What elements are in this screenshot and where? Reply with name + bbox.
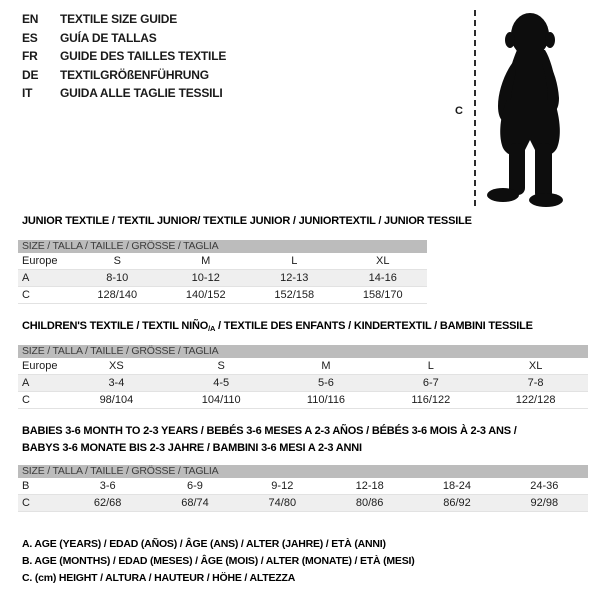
- row-label: C: [18, 495, 64, 512]
- guide-title-fr: GUIDE DES TAILLES TEXTILE: [60, 49, 227, 63]
- table-cell: 86/92: [413, 495, 500, 512]
- table-cell: 10-12: [162, 270, 251, 287]
- table-cell: 6-7: [378, 375, 483, 392]
- table-cell: 4-5: [169, 375, 274, 392]
- language-code: IT: [22, 86, 33, 100]
- language-row-en: [22, 10, 226, 29]
- table-cell: 3-4: [64, 375, 169, 392]
- babies-title-line2: BABYS 3-6 MONATE BIS 2-3 JAHRE / BAMBINI 3-6 MESI A 2-3 ANNI: [22, 442, 362, 454]
- children-section-title: [22, 320, 533, 333]
- table-cell: 18-24: [413, 478, 500, 495]
- table-row: [18, 495, 588, 512]
- children-title-pre: CHILDREN'S TEXTILE / TEXTIL NIÑO: [22, 320, 209, 332]
- legend-line-c: C. (cm) HEIGHT / ALTURA / HAUTEUR / HÖHE / ALTEZZA: [22, 571, 296, 584]
- size-header-cell: SIZE / TALLA / TAILLE / GRÖSSE / TAGLIA: [18, 240, 427, 253]
- row-label: A: [18, 375, 64, 392]
- babies-size-table: [18, 465, 588, 512]
- table-cell: 122/128: [483, 392, 588, 409]
- language-row-fr: [22, 47, 226, 66]
- table-cell: 152/158: [250, 287, 339, 304]
- table-cell: 5-6: [274, 375, 379, 392]
- table-cell: 3-6: [64, 478, 151, 495]
- table-row: [18, 392, 588, 409]
- table-cell: S: [73, 253, 162, 270]
- table-cell: M: [274, 358, 379, 375]
- language-code: ES: [22, 30, 38, 45]
- language-title-list: [22, 10, 226, 103]
- junior-size-table: [18, 240, 427, 304]
- table-cell: 140/152: [162, 287, 251, 304]
- table-cell: XS: [64, 358, 169, 375]
- table-cell: 92/98: [501, 495, 588, 512]
- table-cell: 98/104: [64, 392, 169, 409]
- table-cell: 12-18: [326, 478, 413, 495]
- height-measure-label: C: [455, 105, 463, 117]
- babies-title-line1: BABIES 3-6 MONTH TO 2-3 YEARS / BEBÉS 3-6 MESES A 2-3 AÑOS / BÉBÉS 3-6 MOIS À 2-3 ANS /: [22, 425, 517, 437]
- language-row-de: [22, 66, 226, 85]
- measurement-legend: [22, 536, 415, 586]
- row-label: B: [18, 478, 64, 495]
- row-label: Europe: [18, 358, 64, 375]
- table-cell: L: [378, 358, 483, 375]
- language-code: EN: [22, 12, 39, 26]
- table-row: [18, 358, 588, 375]
- table-cell: 116/122: [378, 392, 483, 409]
- table-cell: 14-16: [339, 270, 428, 287]
- table-row: [18, 270, 427, 287]
- table-cell: 110/116: [274, 392, 379, 409]
- table-cell: 24-36: [501, 478, 588, 495]
- babies-section-title: [22, 423, 517, 457]
- table-cell: 8-10: [73, 270, 162, 287]
- size-header-row: [18, 240, 427, 253]
- legend-line-b: B. AGE (MONTHS) / EDAD (MESES) / ÂGE (MOIS) / ALTER (MONATE) / ETÀ (MESI): [22, 554, 415, 567]
- row-label: C: [18, 392, 64, 409]
- guide-title-it: GUIDA ALLE TAGLIE TESSILI: [60, 86, 223, 100]
- table-cell: 158/170: [339, 287, 428, 304]
- table-cell: 128/140: [73, 287, 162, 304]
- table-cell: L: [250, 253, 339, 270]
- language-row-es: [22, 29, 226, 48]
- language-code: DE: [22, 67, 39, 82]
- legend-line-a: A. AGE (YEARS) / EDAD (AÑOS) / ÂGE (ANS) / ALTER (JAHRE) / ETÀ (ANNI): [22, 538, 386, 550]
- size-header-row: [18, 345, 588, 358]
- table-cell: M: [162, 253, 251, 270]
- row-label: Europe: [18, 253, 73, 270]
- children-title-subscript: /A: [208, 324, 216, 333]
- size-header-cell: SIZE / TALLA / TAILLE / GRÖSSE / TAGLIA: [18, 345, 588, 358]
- table-cell: 62/68: [64, 495, 151, 512]
- children-size-table: [18, 345, 588, 409]
- children-title-post: / TEXTILE DES ENFANTS / KINDERTEXTIL / BAMBINI TESSILE: [215, 320, 533, 332]
- table-row: [18, 253, 427, 270]
- height-measure-dashed-line: [474, 10, 476, 206]
- language-code: FR: [22, 49, 38, 63]
- table-cell: 104/110: [169, 392, 274, 409]
- table-row: [18, 287, 427, 304]
- junior-section-title: JUNIOR TEXTILE / TEXTIL JUNIOR/ TEXTILE JUNIOR / JUNIORTEXTIL / JUNIOR TESSILE: [22, 215, 472, 227]
- table-cell: 7-8: [483, 375, 588, 392]
- table-cell: 9-12: [239, 478, 326, 495]
- table-cell: 80/86: [326, 495, 413, 512]
- toddler-silhouette-icon: [487, 8, 575, 207]
- table-cell: S: [169, 358, 274, 375]
- row-label: A: [18, 270, 73, 287]
- table-cell: 12-13: [250, 270, 339, 287]
- table-cell: XL: [339, 253, 428, 270]
- guide-title-de: TEXTILGRÖßENFÜHRUNG: [60, 67, 209, 82]
- size-header-cell: SIZE / TALLA / TAILLE / GRÖSSE / TAGLIA: [18, 465, 588, 478]
- row-label: C: [18, 287, 73, 304]
- size-header-row: [18, 465, 588, 478]
- language-row-it: [22, 84, 226, 103]
- guide-title-en: TEXTILE SIZE GUIDE: [60, 12, 178, 26]
- table-cell: XL: [483, 358, 588, 375]
- table-cell: 74/80: [239, 495, 326, 512]
- table-cell: 68/74: [151, 495, 238, 512]
- table-row: [18, 478, 588, 495]
- guide-title-es: GUÍA DE TALLAS: [60, 30, 157, 45]
- table-cell: 6-9: [151, 478, 238, 495]
- table-row: [18, 375, 588, 392]
